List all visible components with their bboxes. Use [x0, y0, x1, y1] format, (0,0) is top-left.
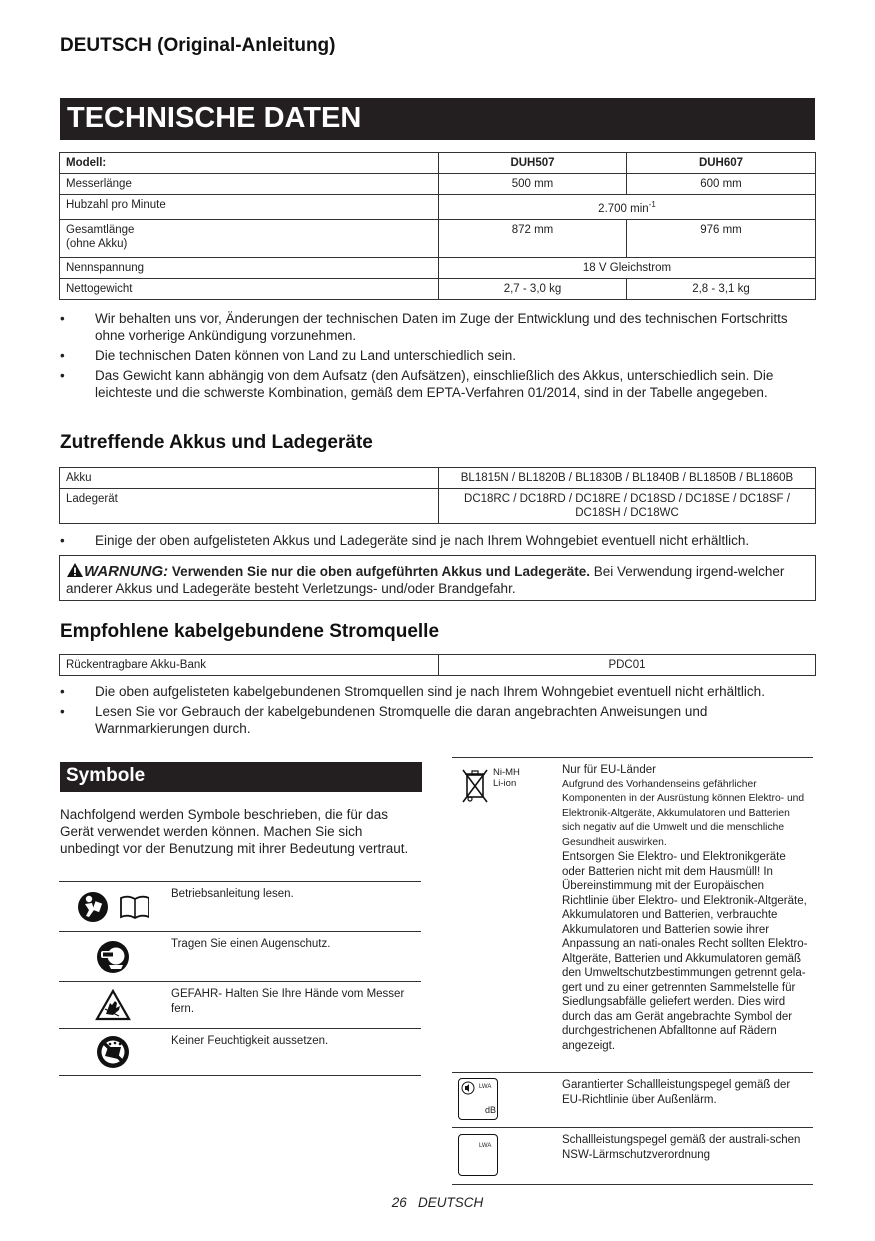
crossed-out-bin-icon	[460, 766, 490, 806]
table-row	[60, 489, 816, 524]
list-item: • Die oben aufgelisteten kabelgebundenen Stromquellen sind je nach Ihrem Wohngebiet eventuell nicht erhältlich.	[60, 683, 815, 700]
table-cell: 2,7 - 3,0 kg	[439, 278, 627, 299]
bin-label-nimh: Ni-MH	[493, 767, 520, 778]
table-row	[60, 174, 816, 195]
warning-label: WARNUNG:	[84, 563, 169, 580]
table-cell: 18 V Gleichstrom	[439, 257, 816, 278]
language-title: DEUTSCH (Original-Anleitung)	[60, 35, 336, 56]
lwa-label: LWA	[479, 1143, 492, 1149]
list-item: • Das Gewicht kann abhängig von dem Aufsatz (den Aufsätzen), einschließlich des Akkus, unterschiedlich sein. Die leichteste und die schwerste Kombination, gemäß dem EPTA-Verfahren 01/2014, sind in der Tabelle angegeben.	[60, 367, 815, 401]
table-cell: Hubzahl pro Minute	[60, 195, 439, 220]
table-row	[60, 219, 816, 257]
list-item: • Wir behalten uns vor, Änderungen der technischen Daten im Zuge der Entwicklung und des technischen Fortschritts ohne vorherige Ankündigung vorzunehmen.	[60, 310, 815, 344]
bin-battery-types	[493, 767, 520, 789]
battery-notes-list	[60, 532, 815, 552]
eu-disposal-text: Entsorgen Sie Elektro- und Elektronikgeräte oder Batterien nicht mit dem Hausmüll! In Übereinstimmung mit der Europäischen Richtlinie über Elektro- und Elektronik-Altgeräte, Akkumulatoren und Batterien, verbrauchte Akkumulatoren und Batterien sowie ihrer Anpassung an nati-onales Recht sollten Elektro-Altgeräte, Batterien und Akkumulatoren gemäß den Umweltschutzbestimmungen getrennt gela-gert und zu einer getrennten Sammelstelle für Siedlungsabfälle geliefert werden. Dies wird durch das am Gerät angebrachte Symbol der durchgestrichenen Abfalltonne auf Rädern angezeigt.	[562, 851, 808, 1052]
table-header-model: Modell:	[60, 153, 439, 174]
symbol-text: Keiner Feuchtigkeit aussetzen.	[171, 1035, 329, 1047]
speaker-icon	[461, 1081, 475, 1095]
tech-notes-list	[60, 310, 815, 404]
bin-label-liion: Li-ion	[493, 778, 517, 789]
overall-length-label: Gesamtlänge	[66, 223, 135, 236]
table-row	[60, 278, 816, 299]
table-row	[60, 655, 816, 676]
sound-power-au-icon	[458, 1134, 498, 1176]
noise-eu-icon-cell	[452, 1073, 558, 1127]
read-manual-icon	[59, 882, 167, 931]
table-row	[60, 195, 816, 220]
no-moisture-icon	[59, 1029, 167, 1075]
table-cell: Rückentragbare Akku-Bank	[60, 655, 439, 676]
page-footer: 26 DEUTSCH	[391, 1195, 484, 1210]
warning-bold-text: Verwenden Sie nur die oben aufgeführten Akkus und Ladegeräte.	[171, 564, 590, 579]
table-cell: 976 mm	[627, 219, 816, 257]
symbol-text: Schallleistungspegel gemäß der australi-schen NSW-Lärmschutzverordnung	[562, 1134, 801, 1161]
eu-symbols-table	[452, 757, 813, 1185]
noise-au-icon-cell	[452, 1128, 558, 1184]
warning-box	[59, 555, 816, 601]
hand-danger-icon	[59, 982, 167, 1028]
table-header-duh507: DUH507	[439, 153, 627, 174]
section-title-symbols: Symbole	[60, 762, 422, 792]
section-title-batteries: Zutreffende Akkus und Ladegeräte	[60, 432, 373, 453]
charger-models-line: DC18RC / DC18RD / DC18RE / DC18SD / DC18SE / DC18SF /	[464, 493, 790, 505]
table-cell: 2,8 - 3,1 kg	[627, 278, 816, 299]
symbol-text	[558, 758, 813, 1072]
table-cell	[439, 489, 816, 524]
table-row	[59, 882, 421, 932]
section-title-technical-data: TECHNISCHE DATEN	[60, 98, 815, 140]
list-item: • Einige der oben aufgelisteten Akkus und Ladegeräte sind je nach Ihrem Wohngebiet eventuell nicht erhältlich.	[60, 532, 815, 549]
stroke-rate-unit-exponent: -1	[648, 200, 656, 209]
list-item: • Lesen Sie vor Gebrauch der kabelgebundenen Stromquelle die daran angebrachten Anweisungen und Warnmarkierungen durch.	[60, 703, 815, 737]
table-cell	[439, 195, 816, 220]
table-row	[452, 1128, 813, 1185]
symbol-text: GEFAHR- Halten Sie Ihre Hände vom Messer fern.	[171, 988, 405, 1015]
table-cell: 500 mm	[439, 174, 627, 195]
spec-table	[59, 152, 816, 300]
eye-protection-icon	[59, 932, 167, 981]
symbols-intro: Nachfolgend werden Symbole beschrieben, die für das Gerät verwendet werden können. Machen Sie sich unbedingt vor der Benutzung mit ihrer Bedeutung vertraut.	[60, 807, 409, 856]
table-cell: Nettogewicht	[60, 278, 439, 299]
list-item: • Die technischen Daten können von Land zu Land unterschiedlich sein.	[60, 347, 815, 364]
table-header-duh607: DUH607	[627, 153, 816, 174]
warning-triangle-icon	[66, 562, 84, 578]
stroke-rate-value: 2.700 min	[598, 202, 649, 215]
table-row	[60, 153, 816, 174]
symbol-text: Tragen Sie einen Augenschutz.	[171, 938, 331, 950]
table-row	[60, 468, 816, 489]
sound-power-eu-icon	[458, 1078, 498, 1120]
table-cell: Akku	[60, 468, 439, 489]
table-row	[60, 257, 816, 278]
section-title-power-source: Empfohlene kabelgebundene Stromquelle	[60, 621, 440, 642]
table-row	[59, 1029, 421, 1076]
lwa-label: LWA	[479, 1084, 492, 1090]
crossed-bin-icon-cell	[452, 758, 558, 1072]
table-cell	[60, 219, 439, 257]
table-row	[59, 932, 421, 982]
table-row	[452, 758, 813, 1073]
table-cell: 600 mm	[627, 174, 816, 195]
power-table	[59, 654, 816, 676]
symbols-table	[59, 881, 421, 1076]
charger-models-line: DC18SH / DC18WC	[575, 507, 679, 519]
table-row	[452, 1073, 813, 1128]
power-notes-list	[60, 683, 815, 740]
table-cell: Nennspannung	[60, 257, 439, 278]
overall-length-note: (ohne Akku)	[66, 237, 128, 250]
table-cell: 872 mm	[439, 219, 627, 257]
eu-hazard-note: Aufgrund des Vorhandenseins gefährlicher Komponenten in der Ausrüstung können Elektro- und Elektronik-Altgeräte, Akkumulatoren und Batterien sich negativ auf die Umwelt und die menschliche Gesundheit auswirken.	[562, 778, 805, 848]
symbol-text: Betriebsanleitung lesen.	[171, 888, 294, 900]
battery-table	[59, 467, 816, 524]
warning-text: Bei Verwendung irgend-welcher anderer Akkus und Ladegeräte besteht Verletzungs- und/oder Brandgefahr.	[66, 564, 785, 596]
table-cell: Messerlänge	[60, 174, 439, 195]
table-cell: Ladegerät	[60, 489, 439, 524]
symbol-text: Garantierter Schallleistungspegel gemäß der EU-Richtlinie über Außenlärm.	[562, 1079, 791, 1106]
db-mark: dB	[485, 1105, 497, 1115]
table-cell: BL1815N / BL1820B / BL1830B / BL1840B / BL1850B / BL1860B	[439, 468, 816, 489]
table-cell: PDC01	[439, 655, 816, 676]
table-row	[59, 982, 421, 1029]
eu-only-heading: Nur für EU-Länder	[562, 764, 656, 776]
